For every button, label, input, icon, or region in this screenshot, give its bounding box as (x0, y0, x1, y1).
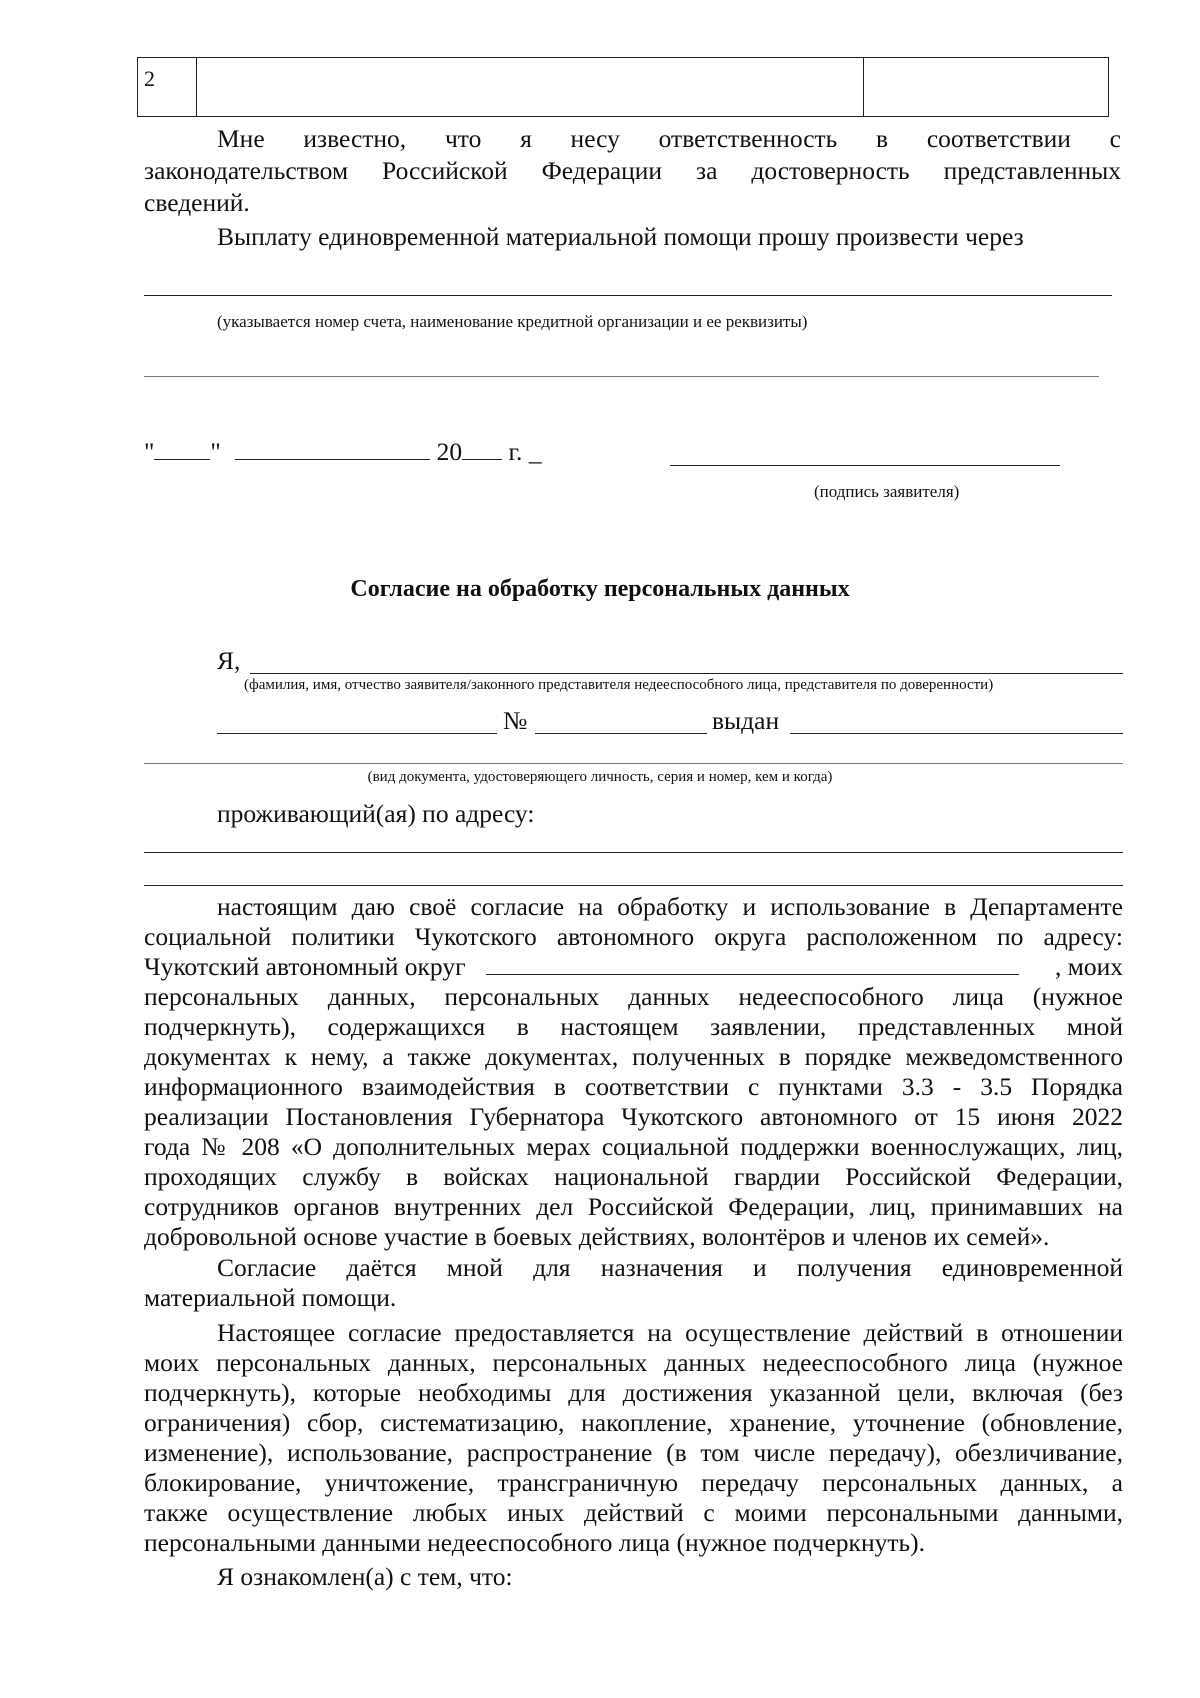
liability-line-2: законодательством Российской Федерации за достоверность представленных (144, 156, 1121, 185)
address-field-line-1[interactable] (144, 852, 1123, 853)
table-cell-value[interactable] (864, 58, 1109, 117)
year-suffix: г. (508, 437, 523, 466)
bank-details-field-extra[interactable] (144, 376, 1099, 377)
consent-para3-line-2: моих персональных данных, персональных данных недееспособного лица (нужное (144, 1348, 1123, 1377)
signature-field[interactable] (670, 465, 1060, 466)
consent-para1-line-5: подчеркнуть), содержащихся в настоящем заявлении, представленных мной (144, 1012, 1123, 1041)
consent-para1-line-3 (144, 952, 1123, 982)
dash: _ (528, 437, 542, 466)
application-table (137, 57, 1109, 117)
year-prefix: 20 (436, 437, 463, 466)
consent-para3-line-6: блокирование, уничтожение, трансграничную передачу персональных данных, а (144, 1468, 1123, 1497)
quote-close: " (210, 437, 221, 466)
consent-title: Согласие на обработку персональных данных (350, 576, 850, 602)
issued-by-field[interactable] (790, 733, 1123, 734)
table-row-number: 2 (138, 58, 197, 117)
consent-para1-line-6: документах к нему, а также документах, полученных в порядке межведомственного (144, 1042, 1123, 1071)
year-field[interactable] (462, 437, 502, 460)
date-line (144, 437, 542, 467)
document-number-sign: № (503, 706, 528, 735)
i-label: Я, (217, 646, 241, 675)
consent-para1-line-12: добровольной основе участие в боевых действиях, волонтёров и членов их семей». (144, 1222, 1050, 1251)
payment-method-text: Выплату единовременной материальной помощи прошу произвести через (217, 222, 1024, 251)
day-field[interactable] (154, 437, 210, 460)
issued-label: выдан (712, 706, 780, 735)
liability-line-1: Мне известно, что я несу ответственность в соответствии с (217, 124, 1121, 153)
consent-para3-line-4: ограничения) сбор, систематизацию, накопление, хранение, уточнение (обновление, (144, 1408, 1123, 1437)
applicant-name-caption: (фамилия, имя, отчество заявителя/законного представителя недееспособного лица, представителя по доверенности) (244, 677, 994, 693)
consent-para3-line-8: персональными данными недееспособного лица (нужное подчеркнуть). (144, 1528, 925, 1557)
bank-details-caption: (указывается номер счета, наименование кредитной организации и ее реквизиты) (217, 312, 808, 331)
document-number-field[interactable] (535, 733, 707, 734)
document-caption: (вид документа, удостоверяющего личность, серия и номер, кем и когда) (367, 769, 833, 785)
table-cell-description[interactable] (197, 58, 864, 117)
consent-para1-line-9: года № 208 «О дополнительных мерах социальной поддержки военнослужащих, лиц, (144, 1132, 1123, 1161)
consent-para1-line-4: персональных данных, персональных данных недееспособного лица (нужное (144, 982, 1123, 1011)
quote-open: " (144, 437, 155, 466)
region-label: Чукотский автономный округ (144, 952, 466, 981)
consent-para1-line-10: проходящих службу в войсках национальной гвардии Российской Федерации, (144, 1162, 1123, 1191)
consent-para1-line-8: реализации Постановления Губернатора Чукотского автономного от 15 июня 2022 (144, 1102, 1123, 1131)
acquainted-text: Я ознакомлен(а) с тем, что: (217, 1562, 513, 1591)
consent-para2-line-1: Согласие даётся мной для назначения и получения единовременной (217, 1253, 1123, 1282)
document-type-field[interactable] (217, 733, 497, 734)
consent-para2-line-2: материальной помощи. (144, 1283, 397, 1312)
consent-para3-line-3: подчеркнуть), которые необходимы для достижения указанной цели, включая (без (144, 1378, 1123, 1407)
bank-details-field[interactable] (144, 295, 1112, 296)
address-field-line-2[interactable] (144, 885, 1123, 886)
consent-para1-line-11: сотрудников органов внутренних дел Российской Федерации, лиц, принимавших на (144, 1192, 1123, 1221)
address-label: проживающий(ая) по адресу: (217, 799, 535, 828)
liability-line-3: сведений. (144, 188, 250, 217)
region-line-end: , моих (1054, 952, 1123, 981)
signature-caption: (подпись заявителя) (814, 482, 960, 501)
table-row (138, 58, 1109, 117)
applicant-name-field[interactable] (250, 673, 1123, 674)
document-details-field[interactable] (144, 763, 1123, 764)
consent-para1-line-1: настоящим даю своё согласие на обработку и использование в Департаменте (217, 892, 1123, 921)
consent-para3-line-5: изменение), использование, распространение (в том числе передачу), обезличивание, (144, 1438, 1123, 1467)
consent-para3-line-7: также осуществление любых иных действий с моими персональными данными, (144, 1498, 1123, 1527)
month-field[interactable] (235, 437, 430, 460)
consent-para1-line-7: информационного взаимодействия в соответствии с пунктами 3.3 - 3.5 Порядка (144, 1072, 1123, 1101)
consent-para3-line-1: Настоящее согласие предоставляется на осуществление действий в отношении (217, 1318, 1123, 1347)
department-address-field[interactable] (486, 952, 1019, 975)
consent-para1-line-2: социальной политики Чукотского автономного округа расположенном по адресу: (144, 922, 1123, 951)
